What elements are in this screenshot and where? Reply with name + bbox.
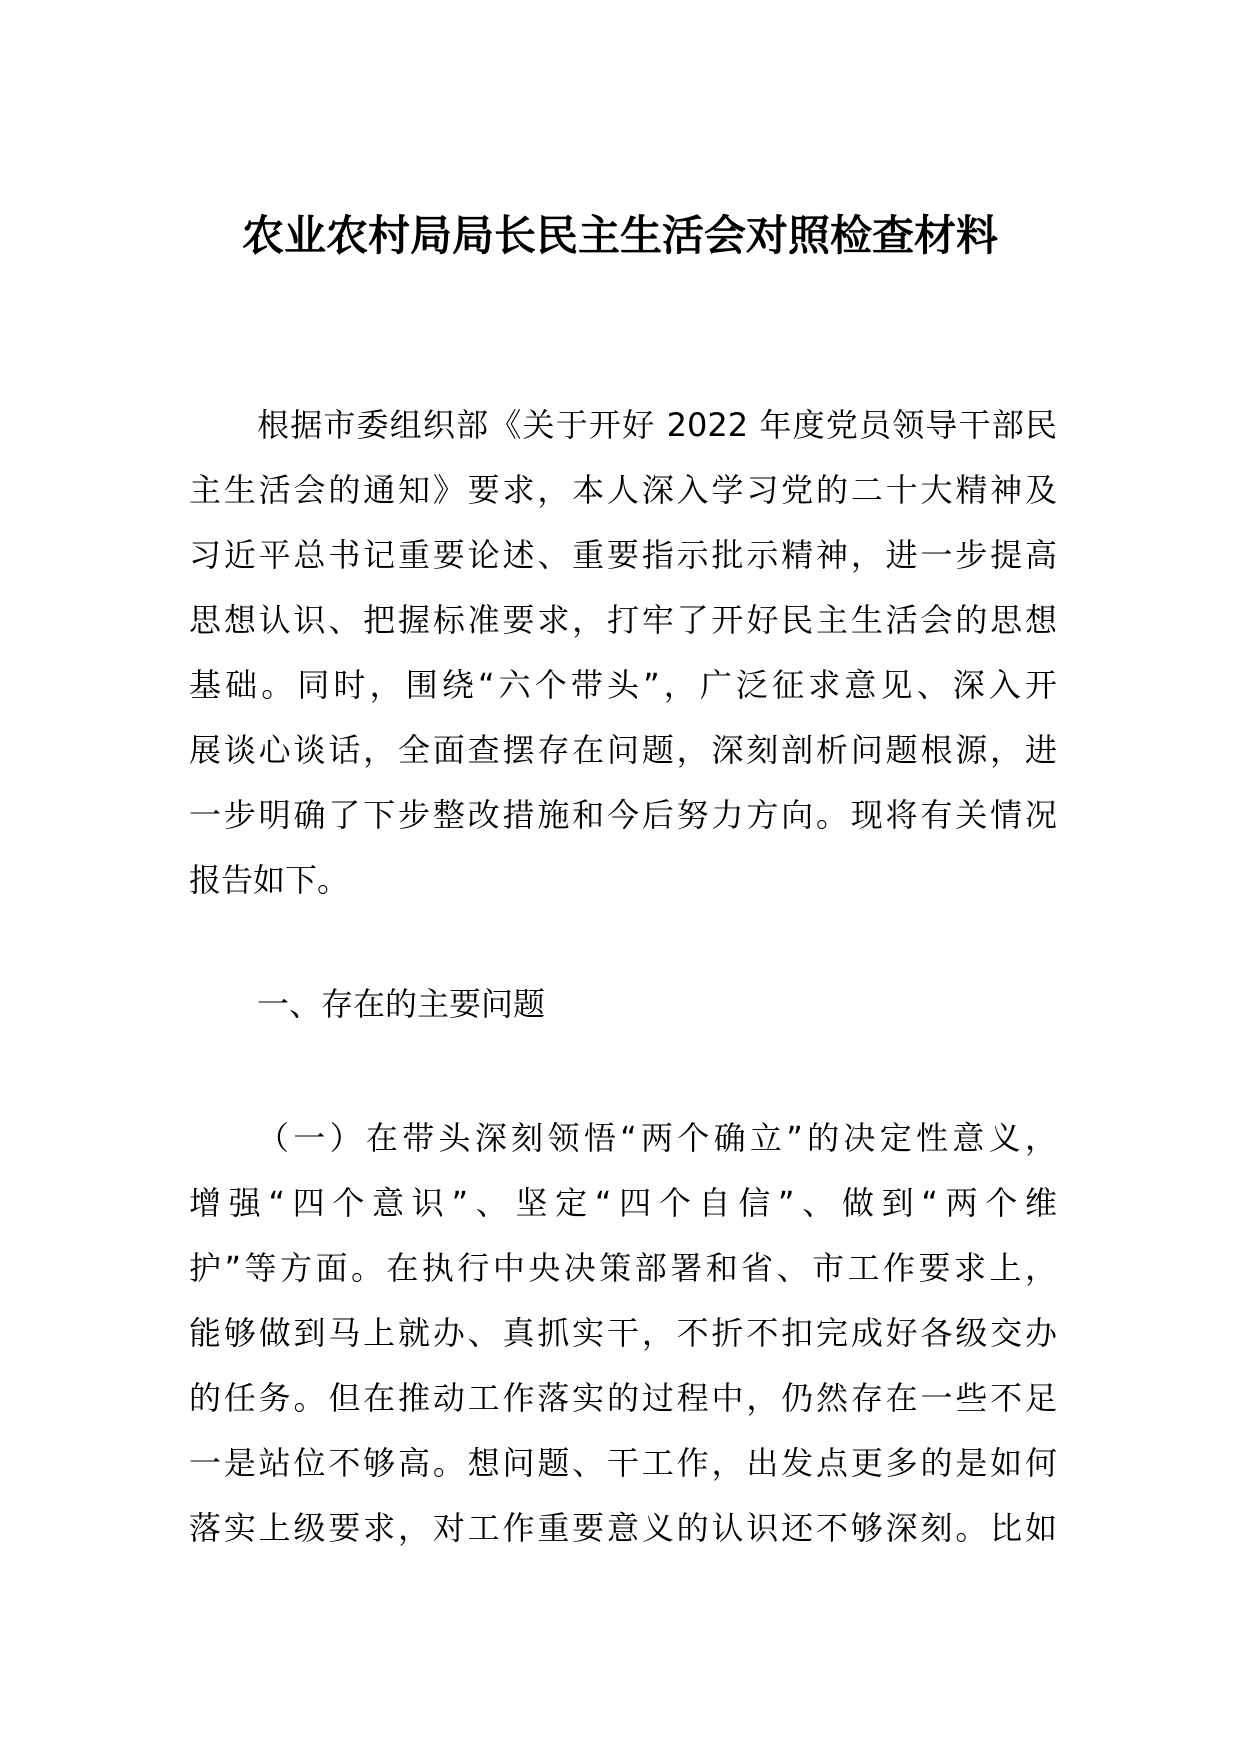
text-line: 展谈心谈话，全面查摆存在问题，深刻剖析问题根源，进	[189, 731, 1057, 769]
text-line: 习近平总书记重要论述、重要指示批示精神，进一步提高	[189, 536, 1057, 574]
section-paragraph	[189, 1106, 1057, 1561]
text-line: 的任务。但在推动工作落实的过程中，仍然存在一些不足	[189, 1379, 1057, 1417]
text-line: 报告如下。	[189, 861, 350, 899]
text-line: 落实上级要求，对工作重要意义的认识还不够深刻。比如	[189, 1509, 1057, 1547]
section-heading: 一、存在的主要问题	[257, 985, 546, 1023]
text-line: 护”等方面。在执行中央决策部署和省、市工作要求上，	[189, 1249, 1057, 1287]
text-line: 基础。同时，围绕“六个带头”，广泛征求意见、深入开	[189, 666, 1057, 704]
text-line: 一是站位不够高。想问题、干工作，出发点更多的是如何	[189, 1444, 1057, 1482]
text-line: （一）在带头深刻领悟“两个确立”的决定性意义，	[257, 1119, 1057, 1157]
text-line: 主生活会的通知》要求，本人深入学习党的二十大精神及	[189, 471, 1057, 509]
document-title: 农业农村局局长民主生活会对照检查材料	[241, 211, 998, 260]
intro-paragraph	[189, 393, 1057, 913]
text-line: 思想认识、把握标准要求，打牢了开好民主生活会的思想	[189, 601, 1057, 639]
text-line: 一步明确了下步整改措施和今后努力方向。现将有关情况	[189, 796, 1057, 834]
text-line: 能够做到马上就办、真抓实干，不折不扣完成好各级交办	[189, 1314, 1057, 1352]
text-line: 根据市委组织部《关于开好 2022 年度党员领导干部民	[257, 406, 1057, 444]
text-line: 增强“四个意识”、坚定“四个自信”、做到“两个维	[189, 1184, 1057, 1222]
